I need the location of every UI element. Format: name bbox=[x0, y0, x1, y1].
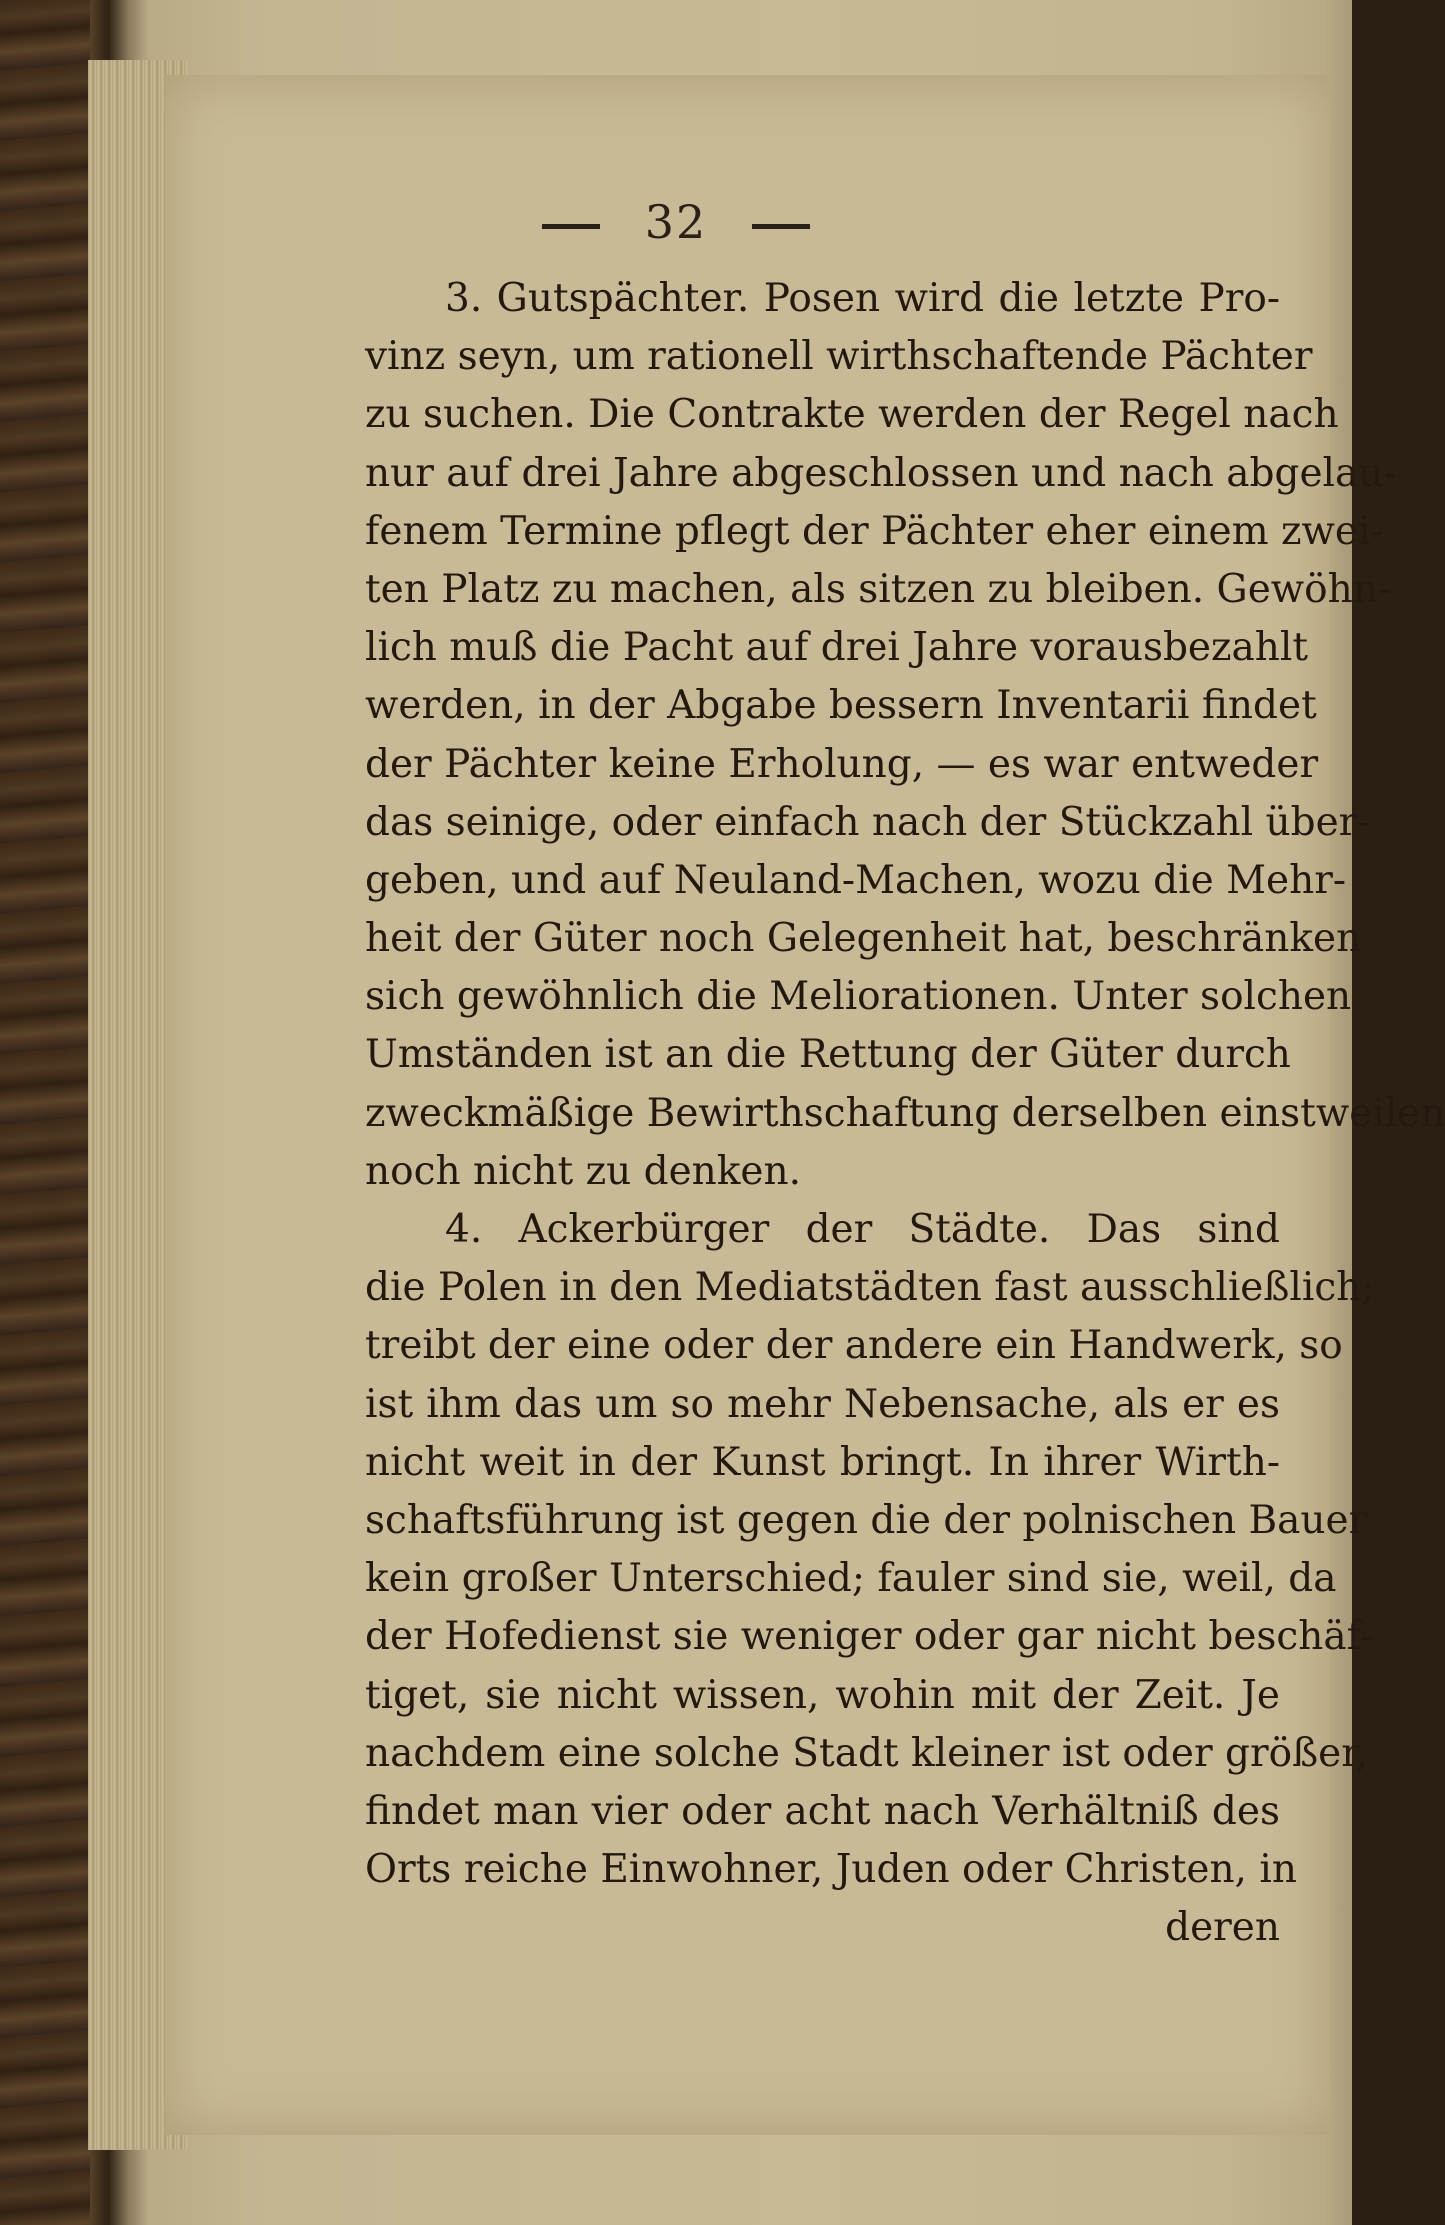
text-line: findet man vier oder acht nach Verhältniß des bbox=[365, 1788, 1280, 1834]
text-line: nur auf drei Jahre abgeschlossen und nach abgelau- bbox=[365, 450, 1397, 496]
text-line: lich muß die Pacht auf drei Jahre vorausbezahlt bbox=[365, 625, 1309, 671]
text-line: 4. Ackerbürger der Städte. Das sind bbox=[445, 1207, 1280, 1252]
text-line: Umständen ist an die Rettung der Güter durch bbox=[365, 1032, 1291, 1078]
text-line: der Pächter keine Erholung, — es war entweder bbox=[365, 741, 1319, 787]
text-line: 3. Gutspächter. Posen wird die letzte Pro- bbox=[445, 276, 1280, 321]
text-line: zweckmäßige Bewirthschaftung derselben einstweilen bbox=[365, 1090, 1445, 1136]
text-line: tiget, sie nicht wissen, wohin mit der Zeit. Je bbox=[365, 1672, 1280, 1718]
text-line: ten Platz zu machen, als sitzen zu bleiben. Gewöhn- bbox=[365, 566, 1392, 612]
text-line: vinz seyn, um rationell wirthschaftende Pächter bbox=[365, 334, 1313, 380]
catchword: deren bbox=[1165, 1905, 1280, 1951]
text-line: kein großer Unterschied; fauler sind sie, weil, da bbox=[365, 1556, 1337, 1602]
text-line: nicht weit in der Kunst bringt. In ihrer Wirth- bbox=[365, 1439, 1280, 1485]
text-line: sich gewöhnlich die Meliorationen. Unter solchen bbox=[365, 974, 1352, 1020]
page-header bbox=[0, 195, 1352, 249]
text-line: der Hofedienst sie weniger oder gar nicht beschäf- bbox=[365, 1614, 1373, 1660]
text-line: schaftsführung ist gegen die der polnischen Bauer bbox=[365, 1497, 1368, 1543]
text-line: heit der Güter noch Gelegenheit hat, beschränken bbox=[365, 916, 1362, 962]
text-line: geben, und auf Neuland-Machen, wozu die Mehr- bbox=[365, 857, 1347, 903]
text-line: treibt der eine oder der andere ein Handwerk, so bbox=[365, 1323, 1343, 1369]
text-line: die Polen in den Mediatstädten fast ausschließlich; bbox=[365, 1265, 1375, 1311]
header-dash-right bbox=[752, 224, 810, 229]
body-text bbox=[365, 270, 1445, 1957]
header-dash-left bbox=[542, 224, 600, 229]
text-line: das seinige, oder einfach nach der Stückzahl über- bbox=[365, 799, 1371, 845]
text-line: Orts reiche Einwohner, Juden oder Christen, in bbox=[365, 1847, 1297, 1893]
book-cover-edge bbox=[0, 0, 90, 2225]
text-line: noch nicht zu denken. bbox=[365, 1148, 802, 1194]
page-number: 32 bbox=[644, 195, 708, 249]
text-line: nachdem eine solche Stadt kleiner ist oder größer, bbox=[365, 1730, 1368, 1776]
text-line: ist ihm das um so mehr Nebensache, als er es bbox=[365, 1381, 1280, 1427]
text-line: fenem Termine pflegt der Pächter eher einem zwei- bbox=[365, 508, 1384, 554]
text-line: werden, in der Abgabe bessern Inventarii findet bbox=[365, 683, 1317, 729]
text-line: zu suchen. Die Contrakte werden der Regel nach bbox=[365, 392, 1339, 438]
